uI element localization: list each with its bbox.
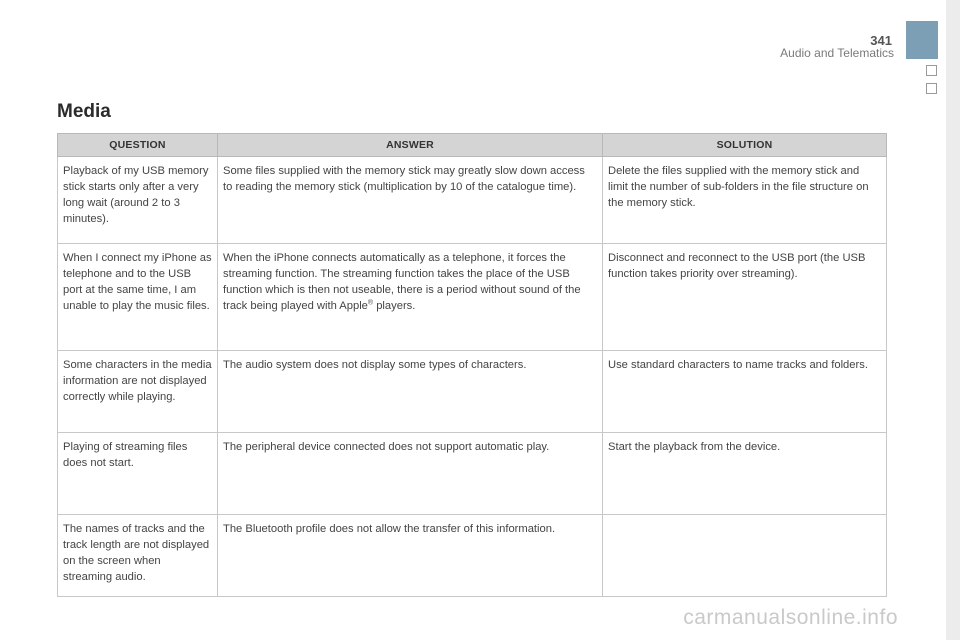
answer-cell: The Bluetooth profile does not allow the transfer of this information.: [218, 515, 603, 597]
thumb-index-box: [926, 83, 937, 94]
watermark: carmanualsonline.info: [683, 606, 898, 629]
section-title: Audio and Telematics: [780, 46, 894, 60]
page-number: 341: [870, 33, 892, 48]
question-cell: Playing of streaming files does not start.: [58, 433, 218, 515]
solution-cell: Disconnect and reconnect to the USB port (the USB function takes priority over streaming).: [603, 244, 887, 351]
table-row: [58, 351, 887, 433]
table-row: [58, 157, 887, 244]
table-row: [58, 433, 887, 515]
solution-cell: Delete the files supplied with the memory stick and limit the number of sub-folders in the file structure on the memory stick.: [603, 157, 887, 244]
table-row: [58, 515, 887, 597]
column-header-question: QUESTION: [58, 134, 218, 157]
section-color-tab: [906, 21, 938, 59]
question-cell: When I connect my iPhone as telephone and to the USB port at the same time, I am unable to play the music files.: [58, 244, 218, 351]
table-header-row: [58, 134, 887, 157]
answer-cell: [218, 244, 603, 351]
answer-cell: The peripheral device connected does not support automatic play.: [218, 433, 603, 515]
solution-cell: Use standard characters to name tracks and folders.: [603, 351, 887, 433]
question-cell: The names of tracks and the track length are not displayed on the screen when streaming audio.: [58, 515, 218, 597]
question-cell: Playback of my USB memory stick starts only after a very long wait (around 2 to 3 minutes).: [58, 157, 218, 244]
answer-cell: Some files supplied with the memory stick may greatly slow down access to reading the memory stick (multiplication by 10 of the catalogue time).: [218, 157, 603, 244]
answer-text-tail: players.: [373, 300, 416, 312]
column-header-answer: ANSWER: [218, 134, 603, 157]
page-edge-strip: [946, 0, 960, 640]
table-row: [58, 244, 887, 351]
answer-cell: The audio system does not display some types of characters.: [218, 351, 603, 433]
question-cell: Some characters in the media information are not displayed correctly while playing.: [58, 351, 218, 433]
thumb-index-box: [926, 65, 937, 76]
faq-table: [57, 133, 887, 597]
solution-cell: [603, 515, 887, 597]
column-header-solution: SOLUTION: [603, 134, 887, 157]
answer-text: When the iPhone connects automatically as a telephone, it forces the streaming function. The streaming function takes the place of the USB function which is then not useable, there is a period without sound of the track being played with Apple: [223, 252, 581, 312]
registered-mark: ®: [367, 299, 374, 307]
solution-cell: Start the playback from the device.: [603, 433, 887, 515]
page-title: Media: [57, 101, 111, 122]
